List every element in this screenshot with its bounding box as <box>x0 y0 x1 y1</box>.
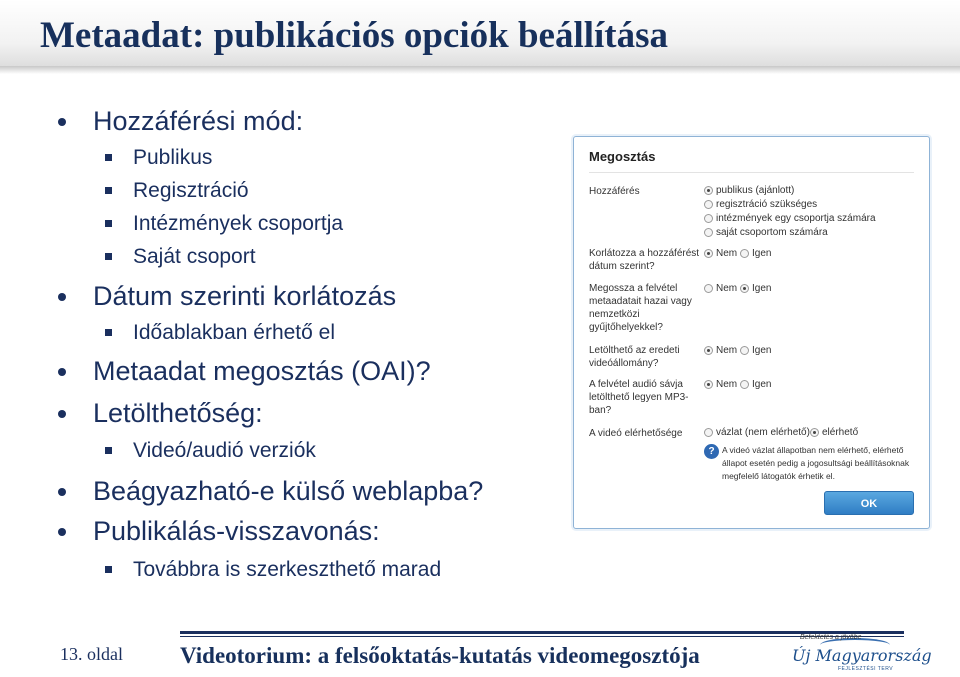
radio-selected-icon[interactable] <box>704 249 713 258</box>
access-option-public[interactable]: publikus (ajánlott) <box>704 185 794 196</box>
radio-selected-icon[interactable] <box>704 346 713 355</box>
logo-name: Új Magyarország <box>792 646 932 665</box>
bullet-square <box>105 154 112 161</box>
radio-selected-icon[interactable] <box>704 380 713 389</box>
radio-icon[interactable] <box>740 346 749 355</box>
bullet-square <box>105 329 112 336</box>
mp3-no-option[interactable]: Nem <box>704 379 737 390</box>
radio-icon[interactable] <box>704 428 713 437</box>
footer-title: Videotorium: a felsőoktatás-kutatás videomegosztója <box>180 643 700 668</box>
radio-icon[interactable] <box>740 380 749 389</box>
bullet-square <box>105 253 112 260</box>
ok-button[interactable]: OK <box>824 491 914 515</box>
access-option-institutions[interactable]: intézmények egy csoportja számára <box>704 213 876 224</box>
dialog-title: Megosztás <box>589 149 656 164</box>
download-label: Letölthető az eredeti videóállomány? <box>589 345 680 369</box>
date-yes-option[interactable]: Igen <box>740 248 771 259</box>
download-yes-option[interactable]: Igen <box>740 345 771 356</box>
bullet-dot <box>58 368 66 376</box>
radio-selected-icon[interactable] <box>704 186 713 195</box>
access-option-own-group[interactable]: saját csoportom számára <box>704 227 828 238</box>
bullet-dot <box>58 488 66 496</box>
radio-icon[interactable] <box>704 200 713 209</box>
info-icon: ? <box>704 444 719 459</box>
title-divider <box>0 66 960 74</box>
sharing-dialog <box>573 136 930 529</box>
access-label: Hozzáférés <box>589 186 640 197</box>
radio-icon[interactable] <box>704 214 713 223</box>
bullet-dot <box>58 118 66 126</box>
bullet-square <box>105 187 112 194</box>
download-no-option[interactable]: Nem <box>704 345 737 356</box>
metadata-yes-option[interactable]: Igen <box>740 283 771 294</box>
date-restriction-label: Korlátozza a hozzáférést dátum szerint? <box>589 248 700 272</box>
logo-subtitle: FEJLESZTÉSI TERV <box>838 666 894 672</box>
metadata-no-option[interactable]: Nem <box>704 283 737 294</box>
slide-title: Metaadat: publikációs opciók beállítása <box>40 15 669 56</box>
info-text: A videó vázlat állapotban nem elérhető, elérhető állapot esetén pedig a jogosultsági beállításoknak megfelelő látogatók érhetik el. <box>722 445 910 481</box>
page-number: 13. oldal <box>60 644 123 664</box>
radio-selected-icon[interactable] <box>740 284 749 293</box>
date-no-option[interactable]: Nem <box>704 248 737 259</box>
bullet-square <box>105 220 112 227</box>
bullet-square <box>105 447 112 454</box>
bullet-dot <box>58 528 66 536</box>
logo-tagline: Befektetés a jövőbe <box>800 634 862 641</box>
mp3-label: A felvétel audió sávja letölthető legyen MP3-ban? <box>589 379 689 416</box>
radio-icon[interactable] <box>704 284 713 293</box>
dialog-divider <box>589 172 914 173</box>
bullet-dot <box>58 410 66 418</box>
bullet-square <box>105 566 112 573</box>
radio-icon[interactable] <box>740 249 749 258</box>
metadata-sharing-label: Megossza a felvétel metaadatait hazai vagy nemzetközi gyűjtőhelyekkel? <box>589 283 692 333</box>
availability-label: A videó elérhetősége <box>589 428 683 439</box>
access-option-registration[interactable]: regisztráció szükséges <box>704 199 817 210</box>
availability-draft-option[interactable]: vázlat (nem elérhető) <box>704 427 810 438</box>
radio-icon[interactable] <box>704 228 713 237</box>
mp3-yes-option[interactable]: Igen <box>740 379 771 390</box>
uj-magyarorszag-logo <box>790 634 932 676</box>
bullet-dot <box>58 293 66 301</box>
radio-selected-icon[interactable] <box>810 428 819 437</box>
availability-available-option[interactable]: elérhető <box>810 427 858 438</box>
